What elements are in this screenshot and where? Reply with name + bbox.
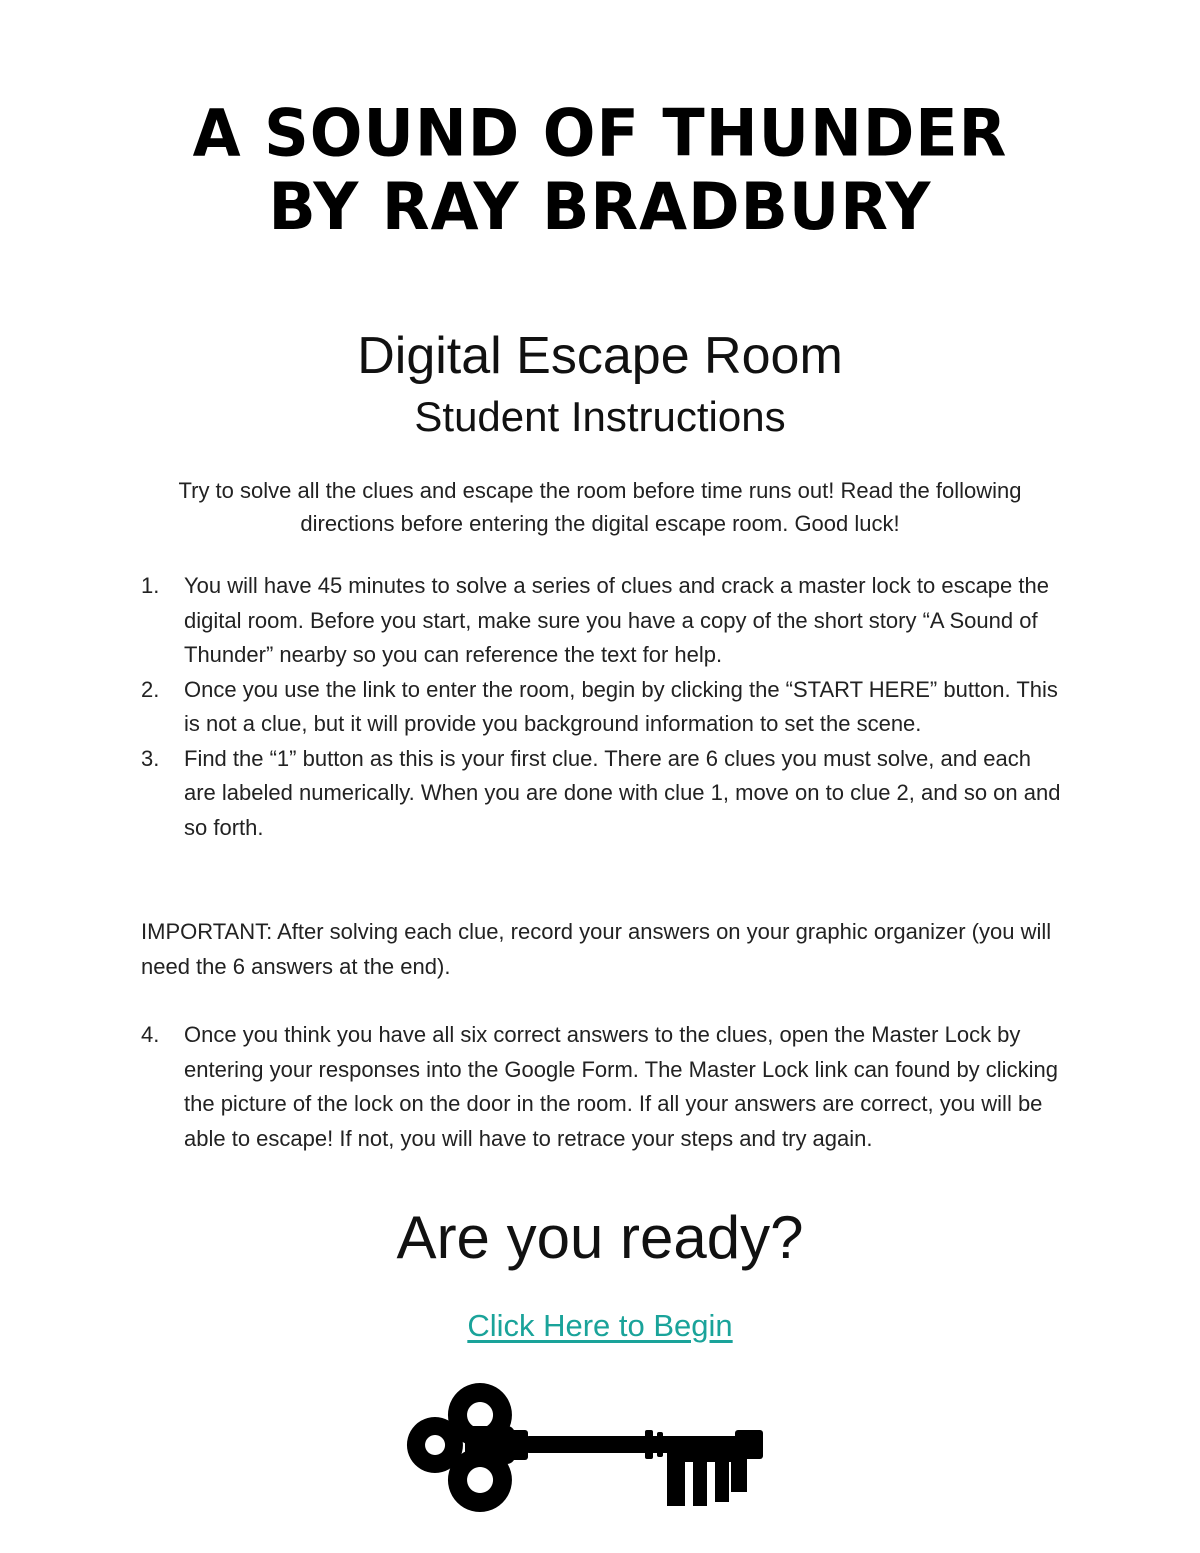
instruction-step	[141, 673, 1061, 742]
important-note: IMPORTANT: After solving each clue, record your answers on your graphic organizer (you will need the 6 answers at the end).	[141, 919, 1052, 979]
ready-prompt: Are you ready?	[396, 1204, 804, 1271]
begin-link[interactable]: Click Here to Begin	[467, 1308, 733, 1343]
document-title	[0, 94, 1200, 245]
instruction-step	[141, 569, 1061, 673]
skeleton-key-icon	[405, 1378, 765, 1513]
instruction-list-continued	[141, 1018, 1061, 1156]
title-line-1: A SOUND OF THUNDER	[192, 94, 1008, 172]
step-text: Once you use the link to enter the room, begin by clicking the “START HERE” button. This is not a clue, but it will provide you background information to set the scene.	[184, 676, 1058, 736]
instruction-list	[141, 569, 1061, 845]
intro-paragraph: Try to solve all the clues and escape the room before time runs out! Read the following directions before entering the digital escape room. Good luck!	[178, 478, 1022, 536]
page-heading: Digital Escape Room	[357, 327, 843, 385]
begin-link-container	[0, 1304, 1200, 1348]
step-text: Find the “1” button as this is your first clue. There are 6 clues you must solve, and each are labeled numerically. When you are done with clue 1, move on to clue 2, and so on and so forth.	[184, 745, 1061, 840]
instruction-step	[141, 1018, 1061, 1156]
page-subheading: Student Instructions	[414, 393, 786, 440]
step-number: 4.	[141, 1022, 160, 1047]
step-number: 1.	[141, 573, 160, 598]
title-line-2: BY RAY BRADBURY	[268, 167, 932, 245]
step-text: Once you think you have all six correct answers to the clues, open the Master Lock by entering your responses into the Google Form. The Master Lock link can found by clicking the picture of the lock on the door in the room. If all your answers are correct, you will be able to escape! If not, you will have to retrace your steps and try again.	[184, 1022, 1058, 1151]
step-number: 2.	[141, 676, 160, 702]
step-number: 3.	[141, 745, 160, 771]
instruction-step	[141, 742, 1061, 846]
step-text: You will have 45 minutes to solve a series of clues and crack a master lock to escape the digital room. Before you start, make sure you have a copy of the short story “A Sound of Thunder” nearby so you can reference the text for help.	[184, 573, 1049, 667]
